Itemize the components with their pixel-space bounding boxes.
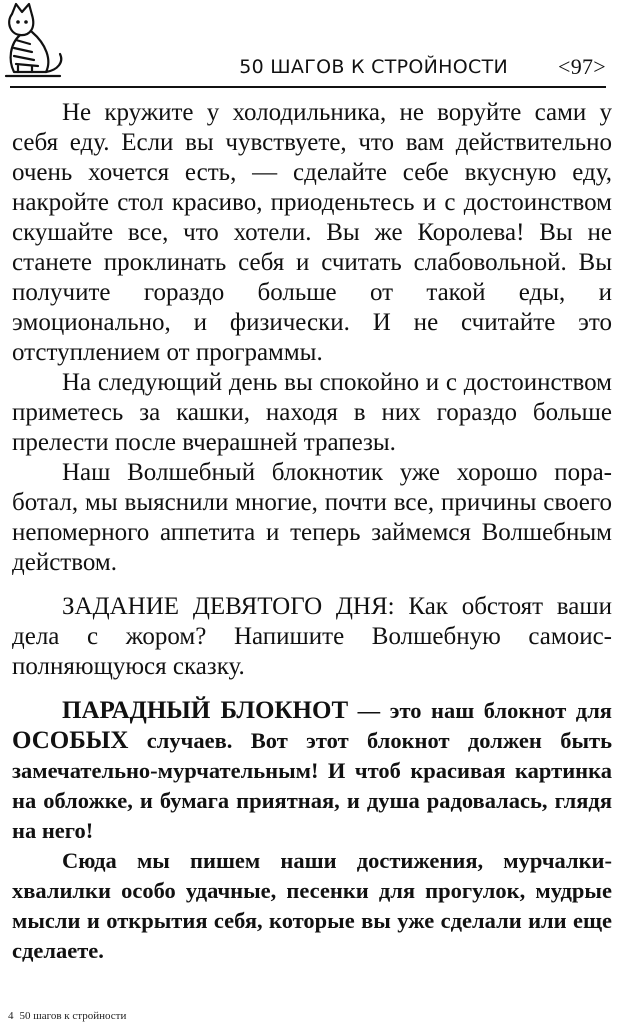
- footer-title: 50 шагов к стройности: [19, 1010, 127, 1022]
- paragraph: Не кружите у холодильника, не воруйте сами у себя еду. Если вы чувствуете, что вам действительно очень хочется есть, — сделайте себе вкусную еду, накройте стол красиво, приоденьтесь и с достоинством скушайте все, что хотели. Вы же Королева! Вы не станете проклинать себя и считать слабовольной. Вы получите гораздо больше от такой еды, и эмоционально, и физически. И не считайте это отступлением от программы.: [12, 99, 612, 366]
- bold-paragraph: [12, 696, 612, 846]
- paragraph: На следующий день вы спокойно и с достоинством приметесь за кашки, находя в них гораздо больше прелести после вчерашней трапезы.: [12, 369, 612, 456]
- footer-number: 4: [8, 1010, 14, 1022]
- bold-emphasis: ОСОБЫХ: [12, 727, 129, 754]
- task-paragraph: ЗАДАНИЕ ДЕВЯТОГО ДНЯ: Как обстоят ваши дела с жором? Напишите Волшебную самоисполняющуюся сказку.: [12, 593, 612, 680]
- page-number: <97>: [557, 54, 606, 79]
- bold-lead: ПАРАДНЫЙ БЛОКНОТ: [62, 697, 349, 724]
- body-text: [12, 98, 612, 966]
- paragraph: Наш Волшебный блокнотик уже хорошо поработал, мы выяснили многие, почти все, причины своего непомерного аппетита и теперь займемся Волшебным действом.: [12, 459, 612, 576]
- bold-text: — это наш блокнот для: [348, 698, 612, 723]
- running-header: [0, 52, 606, 86]
- footer: [8, 1010, 126, 1022]
- bold-paragraph: Сюда мы пишем наши достижения, мурчалки-хвалилки особо удачные, песенки для прогулок, мудрые мысли и открытия себя, которые вы уже сделали или еще сделаете.: [12, 848, 612, 963]
- header-rule: [10, 86, 606, 88]
- running-title: 50 ШАГОВ К СТРОЙНОСТИ: [239, 56, 508, 78]
- bold-text: случаев. Вот этот блокнот должен быть замечательно-мурчательным! И чтоб красивая картинка на обложке, и бумага приятная, и душа радовалась, глядя на него!: [12, 728, 612, 843]
